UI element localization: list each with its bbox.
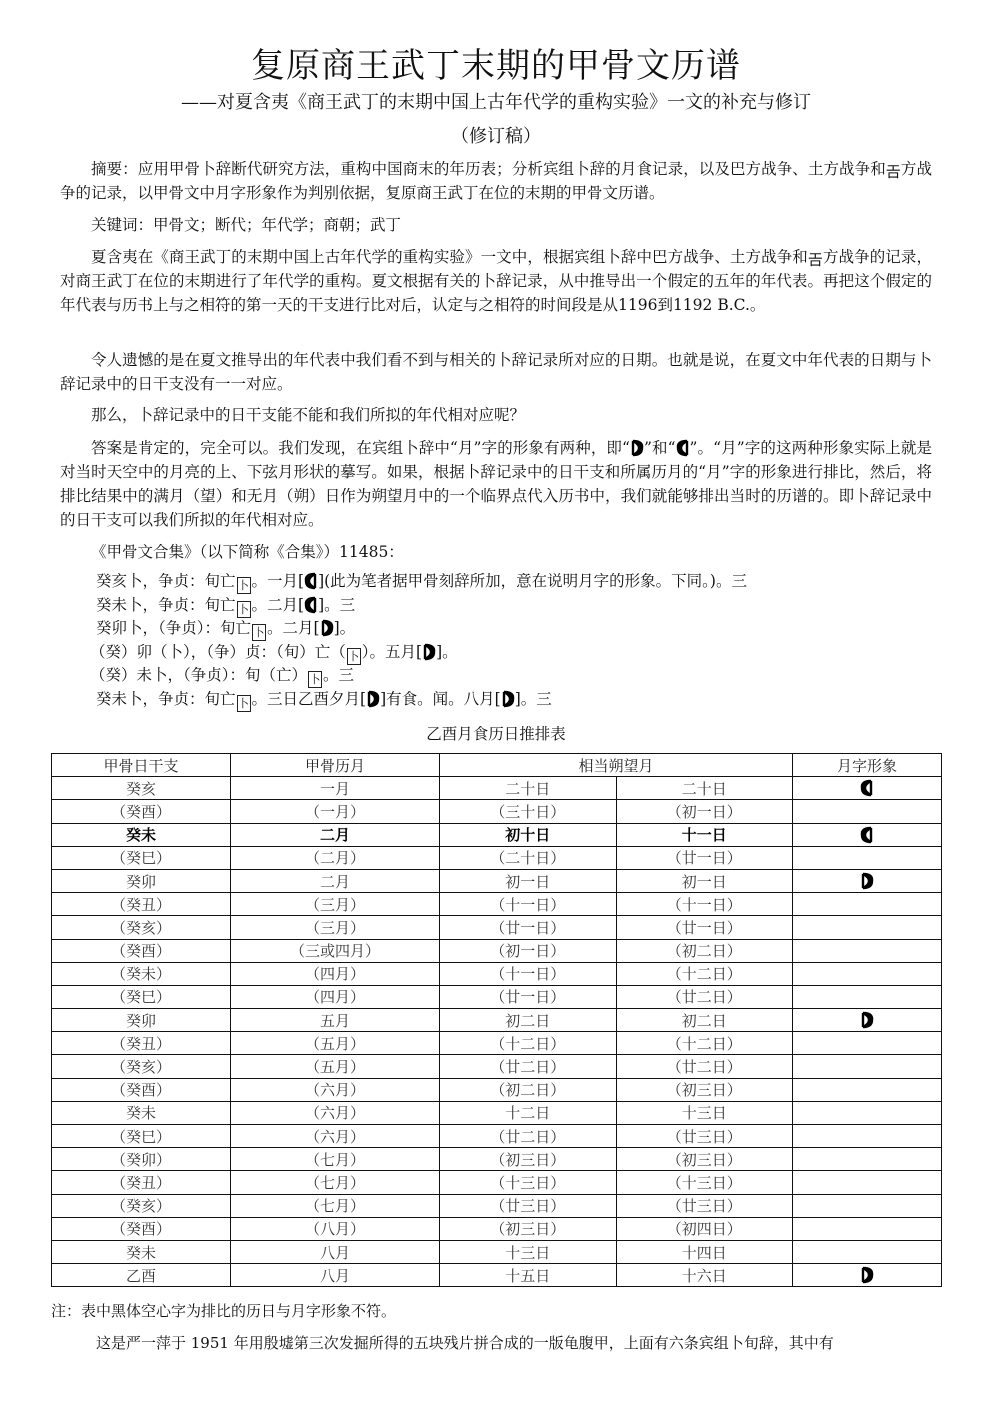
table-row bbox=[52, 893, 942, 916]
table-row bbox=[52, 1125, 942, 1148]
table-cell: 癸未 bbox=[52, 1240, 231, 1263]
table-cell: （六月） bbox=[231, 1125, 440, 1148]
table-cell: （癸巳） bbox=[52, 985, 231, 1008]
table-cell: （六月） bbox=[231, 1078, 440, 1101]
table-cell: 初一日 bbox=[616, 869, 793, 892]
table-cell: （三十日） bbox=[440, 800, 617, 823]
paragraph-1 bbox=[60, 245, 932, 317]
inscription-text: ]。三 bbox=[318, 595, 356, 614]
moon-shape-cell bbox=[793, 1009, 942, 1032]
source-citation: 《甲骨文合集》（以下简称《合集》）11485： bbox=[91, 543, 404, 561]
table-cell: 癸未 bbox=[52, 1101, 231, 1124]
table-cell: （三月） bbox=[231, 916, 440, 939]
inscription-text: （癸）未卜，（争贞）：旬（亡） bbox=[90, 666, 308, 684]
table-row bbox=[52, 1032, 942, 1055]
moon-waxing-icon bbox=[860, 872, 874, 890]
table-cell: （十二日） bbox=[616, 962, 793, 985]
moon-waxing-icon bbox=[860, 1266, 874, 1284]
inscription-text: ]。 bbox=[333, 619, 356, 637]
moon-shape-cell bbox=[793, 1148, 942, 1171]
bu-in-box-glyph: 卜 bbox=[238, 579, 250, 592]
table-row bbox=[52, 985, 942, 1008]
inscription-line bbox=[96, 688, 552, 712]
inscription-text: ]。 bbox=[436, 642, 458, 661]
table-cell: 癸亥 bbox=[52, 777, 231, 800]
table-cell: 二十日 bbox=[616, 777, 793, 800]
moon-waning-icon bbox=[304, 596, 318, 614]
table-cell: 十四日 bbox=[616, 1240, 793, 1263]
bu-in-box-glyph: 卜 bbox=[253, 626, 265, 639]
table-cell: （初四日） bbox=[616, 1217, 793, 1240]
table-cell: （五月） bbox=[231, 1055, 440, 1078]
table-row bbox=[52, 939, 942, 962]
header-cell: 相当朔望月 bbox=[440, 754, 793, 777]
abstract-text: 方战争的记录，以甲骨文中月字形象作为判别依据，复原商王武丁在位的末期的甲骨文历谱。 bbox=[60, 160, 932, 202]
table-cell: （二十日） bbox=[440, 846, 617, 869]
paragraph-2: 令人遗憾的是在夏文推导出的年代表中我们看不到与相关的卜辞记录所对应的日期。也就是说，在夏文中年代表的日期与卜辞记录中的日干支没有一一对应。 bbox=[60, 351, 932, 393]
table-cell: 乙酉 bbox=[52, 1264, 231, 1287]
inscription-text: ](此为笔者据甲骨刻辞所加，意在说明月字的形象。下同。)。三 bbox=[318, 572, 747, 590]
moon-shape-cell bbox=[793, 939, 942, 962]
table-cell: （癸酉） bbox=[52, 800, 231, 823]
table-row bbox=[52, 1240, 942, 1263]
she-fang-glyph: 𢀛 bbox=[885, 163, 901, 181]
table-row bbox=[52, 1009, 942, 1032]
table-cell: （三或四月） bbox=[231, 939, 440, 962]
table-cell: （八月） bbox=[231, 1217, 440, 1240]
table-caption: 乙酉月食历日推排表 bbox=[426, 725, 566, 743]
table-row bbox=[52, 1101, 942, 1124]
moon-shape-cell bbox=[793, 916, 942, 939]
table-cell: （初二日） bbox=[616, 939, 793, 962]
table-cell: （癸亥） bbox=[52, 1194, 231, 1217]
table-note: 注：表中黑体空心字为排比的历日与月字形象不符。 bbox=[51, 1302, 397, 1320]
table-cell: 八月 bbox=[231, 1264, 440, 1287]
inscription-line bbox=[96, 617, 355, 641]
inscription-text: （癸）卯（卜），（争）贞：（旬）亡（ bbox=[90, 642, 346, 661]
inscription-line bbox=[90, 641, 458, 665]
table-cell: 一月 bbox=[231, 777, 440, 800]
table-cell: （七月） bbox=[231, 1148, 440, 1171]
table-cell: （十三日） bbox=[440, 1171, 617, 1194]
table-cell: （七月） bbox=[231, 1194, 440, 1217]
table-row bbox=[52, 962, 942, 985]
table-cell: （初三日） bbox=[616, 1148, 793, 1171]
inscription-text: ]有食。闻。八月[ bbox=[380, 689, 501, 708]
moon-shape-cell bbox=[793, 1194, 942, 1217]
header-cell: 甲骨日干支 bbox=[52, 754, 231, 777]
moon-shape-cell bbox=[793, 777, 942, 800]
moon-waxing-icon bbox=[366, 690, 380, 708]
table-cell: （癸巳） bbox=[52, 1125, 231, 1148]
table-cell: 初一日 bbox=[440, 869, 617, 892]
inscription-line bbox=[96, 594, 355, 618]
table-cell: （六月） bbox=[231, 1101, 440, 1124]
moon-waxing-icon bbox=[630, 439, 644, 457]
moon-waxing-icon bbox=[422, 643, 436, 661]
paragraph-3: 那么，卜辞记录中的日干支能不能和我们所拟的年代相对应呢？ bbox=[91, 406, 526, 424]
table-cell: （五月） bbox=[231, 1032, 440, 1055]
table-cell: （癸丑） bbox=[52, 1171, 231, 1194]
table-row bbox=[52, 800, 942, 823]
table-row bbox=[52, 1171, 942, 1194]
moon-waxing-icon bbox=[320, 619, 334, 637]
abstract bbox=[60, 157, 932, 205]
table-cell: （十一日） bbox=[440, 893, 617, 916]
header-cell: 月字形象 bbox=[793, 754, 942, 777]
table-cell: （癸卯） bbox=[52, 1148, 231, 1171]
revision-label: （修订稿） bbox=[451, 126, 541, 147]
table-cell: 二月 bbox=[231, 869, 440, 892]
header-cell: 甲骨历月 bbox=[231, 754, 440, 777]
table-cell: （廿二日） bbox=[616, 1055, 793, 1078]
table-row bbox=[52, 1148, 942, 1171]
inscription-text: 癸卯卜，（争贞）：旬亡 bbox=[96, 619, 252, 637]
table-cell: （二月） bbox=[231, 846, 440, 869]
inscription-text: ）。五月[ bbox=[361, 642, 423, 661]
table-cell: 八月 bbox=[231, 1240, 440, 1263]
moon-shape-cell bbox=[793, 1078, 942, 1101]
table-cell: （廿二日） bbox=[440, 1125, 617, 1148]
moon-shape-cell bbox=[793, 800, 942, 823]
table-cell: （癸酉） bbox=[52, 1217, 231, 1240]
table-row bbox=[52, 1194, 942, 1217]
table-row bbox=[52, 777, 942, 800]
moon-shape-cell bbox=[793, 869, 942, 892]
moon-shape-cell bbox=[793, 962, 942, 985]
paragraph-text: 答案是肯定的，完全可以。我们发现，在宾组卜辞中“月”字的形象有两种，即“ bbox=[91, 439, 630, 457]
table-cell: （癸酉） bbox=[52, 939, 231, 962]
table-cell: （初一日） bbox=[440, 939, 617, 962]
moon-waxing-icon bbox=[860, 1011, 874, 1029]
table-cell: （癸巳） bbox=[52, 846, 231, 869]
table-row bbox=[52, 1055, 942, 1078]
table-row bbox=[52, 1217, 942, 1240]
table-cell: （三月） bbox=[231, 893, 440, 916]
table-row bbox=[52, 1078, 942, 1101]
table-cell: （廿一日） bbox=[616, 916, 793, 939]
table-cell: （十二日） bbox=[616, 1032, 793, 1055]
table-cell: 癸未 bbox=[52, 823, 231, 846]
table-cell: （一月） bbox=[231, 800, 440, 823]
inscription-text: 。二月[ bbox=[267, 619, 320, 637]
table-cell: 二十日 bbox=[440, 777, 617, 800]
table-cell: 癸卯 bbox=[52, 869, 231, 892]
inscription-text: 。三日乙酉夕月[ bbox=[251, 689, 367, 708]
bu-in-box-glyph: 卜 bbox=[348, 649, 360, 663]
table-cell: 初十日 bbox=[440, 823, 617, 846]
moon-waning-icon bbox=[676, 439, 690, 457]
table-cell: 癸卯 bbox=[52, 1009, 231, 1032]
table-cell: 初二日 bbox=[616, 1009, 793, 1032]
moon-waning-icon bbox=[860, 826, 874, 844]
table-header-row bbox=[52, 754, 942, 777]
table-cell: （廿三日） bbox=[440, 1194, 617, 1217]
moon-waning-icon bbox=[304, 572, 318, 590]
paragraph-text: 夏含夷在《商王武丁的末期中国上古年代学的重构实验》一文中，根据宾组卜辞中巴方战争、土方战争和 bbox=[91, 248, 808, 266]
moon-shape-cell bbox=[793, 1171, 942, 1194]
moon-shape-cell bbox=[793, 846, 942, 869]
table-cell: （十三日） bbox=[616, 1171, 793, 1194]
paragraph-4 bbox=[60, 436, 932, 532]
inscription-text: 。三 bbox=[323, 666, 355, 684]
table-row bbox=[52, 823, 942, 846]
inscription-text: 癸未卜，争贞：旬亡 bbox=[96, 595, 236, 614]
table-cell: 二月 bbox=[231, 823, 440, 846]
table-cell: （七月） bbox=[231, 1171, 440, 1194]
page-title: 复原商王武丁末期的甲骨文历谱 bbox=[251, 46, 741, 86]
table-cell: 初二日 bbox=[440, 1009, 617, 1032]
moon-shape-cell bbox=[793, 1101, 942, 1124]
paragraph-text: ”。“月”字的这两种形象实际上就是对当时天空中的月亮的上、下弦月形状的摹写。如果，根据卜辞记录中的日干支和所属历月的“月”字的形象进行排比，然后，将排比结果中的满月（望）和无月（朔）日作为朔望月中的一个临界点代入历书中，我们就能够排出当时的历谱的。即卜辞记录中的日干支可以我们所拟的年代相对应。 bbox=[60, 439, 932, 529]
table-cell: （癸丑） bbox=[52, 1032, 231, 1055]
table-cell: （四月） bbox=[231, 962, 440, 985]
table-cell: 十二日 bbox=[440, 1101, 617, 1124]
inscription-line bbox=[90, 664, 354, 688]
table-cell: （初三日） bbox=[440, 1148, 617, 1171]
inscription-text: ]。三 bbox=[514, 689, 552, 708]
inscription-text: 癸未卜，争贞：旬亡 bbox=[96, 689, 236, 708]
table-cell: （廿二日） bbox=[616, 985, 793, 1008]
table-cell: （十一日） bbox=[616, 893, 793, 916]
table-cell: （初三日） bbox=[440, 1217, 617, 1240]
table-cell: （癸未） bbox=[52, 962, 231, 985]
moon-waning-icon bbox=[860, 779, 874, 797]
table-cell: 十三日 bbox=[616, 1101, 793, 1124]
paragraph-text: 方战争的记录，对商王武丁在位的末期进行了年代学的重构。夏文根据有关的卜辞记录，从中推导出一个假定的五年的年代表。再把这个假定的年代表与历书上与之相符的第一天的干支进行比对后，认定与之相符的时间段是从1196到1192 B.C.。 bbox=[60, 248, 932, 314]
moon-shape-cell bbox=[793, 1125, 942, 1148]
moon-shape-cell bbox=[793, 1055, 942, 1078]
table-cell: （十一日） bbox=[440, 962, 617, 985]
table-cell: （四月） bbox=[231, 985, 440, 1008]
table-row bbox=[52, 916, 942, 939]
bu-in-box-glyph: 卜 bbox=[238, 602, 250, 616]
table-cell: （初三日） bbox=[616, 1078, 793, 1101]
moon-shape-cell bbox=[793, 893, 942, 916]
table-cell: （癸亥） bbox=[52, 916, 231, 939]
table-cell: （十二日） bbox=[440, 1032, 617, 1055]
table-cell: 十五日 bbox=[440, 1264, 617, 1287]
moon-shape-cell bbox=[793, 1217, 942, 1240]
table-row bbox=[52, 869, 942, 892]
table-cell: （廿二日） bbox=[440, 1055, 617, 1078]
table-cell: （廿一日） bbox=[440, 985, 617, 1008]
inscription-text: 癸亥卜，争贞：旬亡 bbox=[96, 572, 236, 590]
bu-in-box-glyph: 卜 bbox=[309, 673, 321, 686]
she-fang-glyph: 𢀛 bbox=[807, 251, 823, 269]
table-cell: 十六日 bbox=[616, 1264, 793, 1287]
table-cell: （初一日） bbox=[616, 800, 793, 823]
moon-shape-cell bbox=[793, 1264, 942, 1287]
moon-waxing-icon bbox=[501, 690, 515, 708]
bu-in-box-glyph: 卜 bbox=[238, 696, 250, 710]
table-row bbox=[52, 846, 942, 869]
inscription-line bbox=[96, 570, 747, 594]
table-row bbox=[52, 1264, 942, 1287]
table-cell: （癸丑） bbox=[52, 893, 231, 916]
table-cell: （廿一日） bbox=[440, 916, 617, 939]
inscription-text: 。二月[ bbox=[251, 595, 305, 614]
table-cell: （初二日） bbox=[440, 1078, 617, 1101]
inscription-text: 。一月[ bbox=[251, 572, 305, 590]
moon-shape-cell bbox=[793, 823, 942, 846]
moon-shape-cell bbox=[793, 1032, 942, 1055]
table-cell: （廿三日） bbox=[616, 1194, 793, 1217]
moon-shape-cell bbox=[793, 1240, 942, 1263]
table-cell: （廿一日） bbox=[616, 846, 793, 869]
table-cell: 十三日 bbox=[440, 1240, 617, 1263]
table-cell: （癸酉） bbox=[52, 1078, 231, 1101]
table-cell: 十一日 bbox=[616, 823, 793, 846]
abstract-text: 摘要：应用甲骨卜辞断代研究方法，重构中国商末的年历表；分析宾组卜辞的月食记录，以及巴方战争、土方战争和 bbox=[91, 160, 886, 178]
subtitle: ——对夏含夷《商王武丁的末期中国上古年代学的重构实验》一文的补充与修订 bbox=[181, 92, 811, 113]
moon-shape-cell bbox=[793, 985, 942, 1008]
table-cell: （廿三日） bbox=[616, 1125, 793, 1148]
calendar-table bbox=[51, 753, 942, 1287]
paragraph-5: 这是严一萍于 1951 年用殷墟第三次发掘所得的五块残片拼合成的一版龟腹甲，上面有六条宾组卜旬辞，其中有 bbox=[96, 1334, 834, 1352]
paragraph-text: ”和“ bbox=[643, 439, 676, 457]
table-cell: （癸亥） bbox=[52, 1055, 231, 1078]
keywords: 关键词：甲骨文；断代；年代学；商朝；武丁 bbox=[91, 216, 402, 234]
table-cell: 五月 bbox=[231, 1009, 440, 1032]
